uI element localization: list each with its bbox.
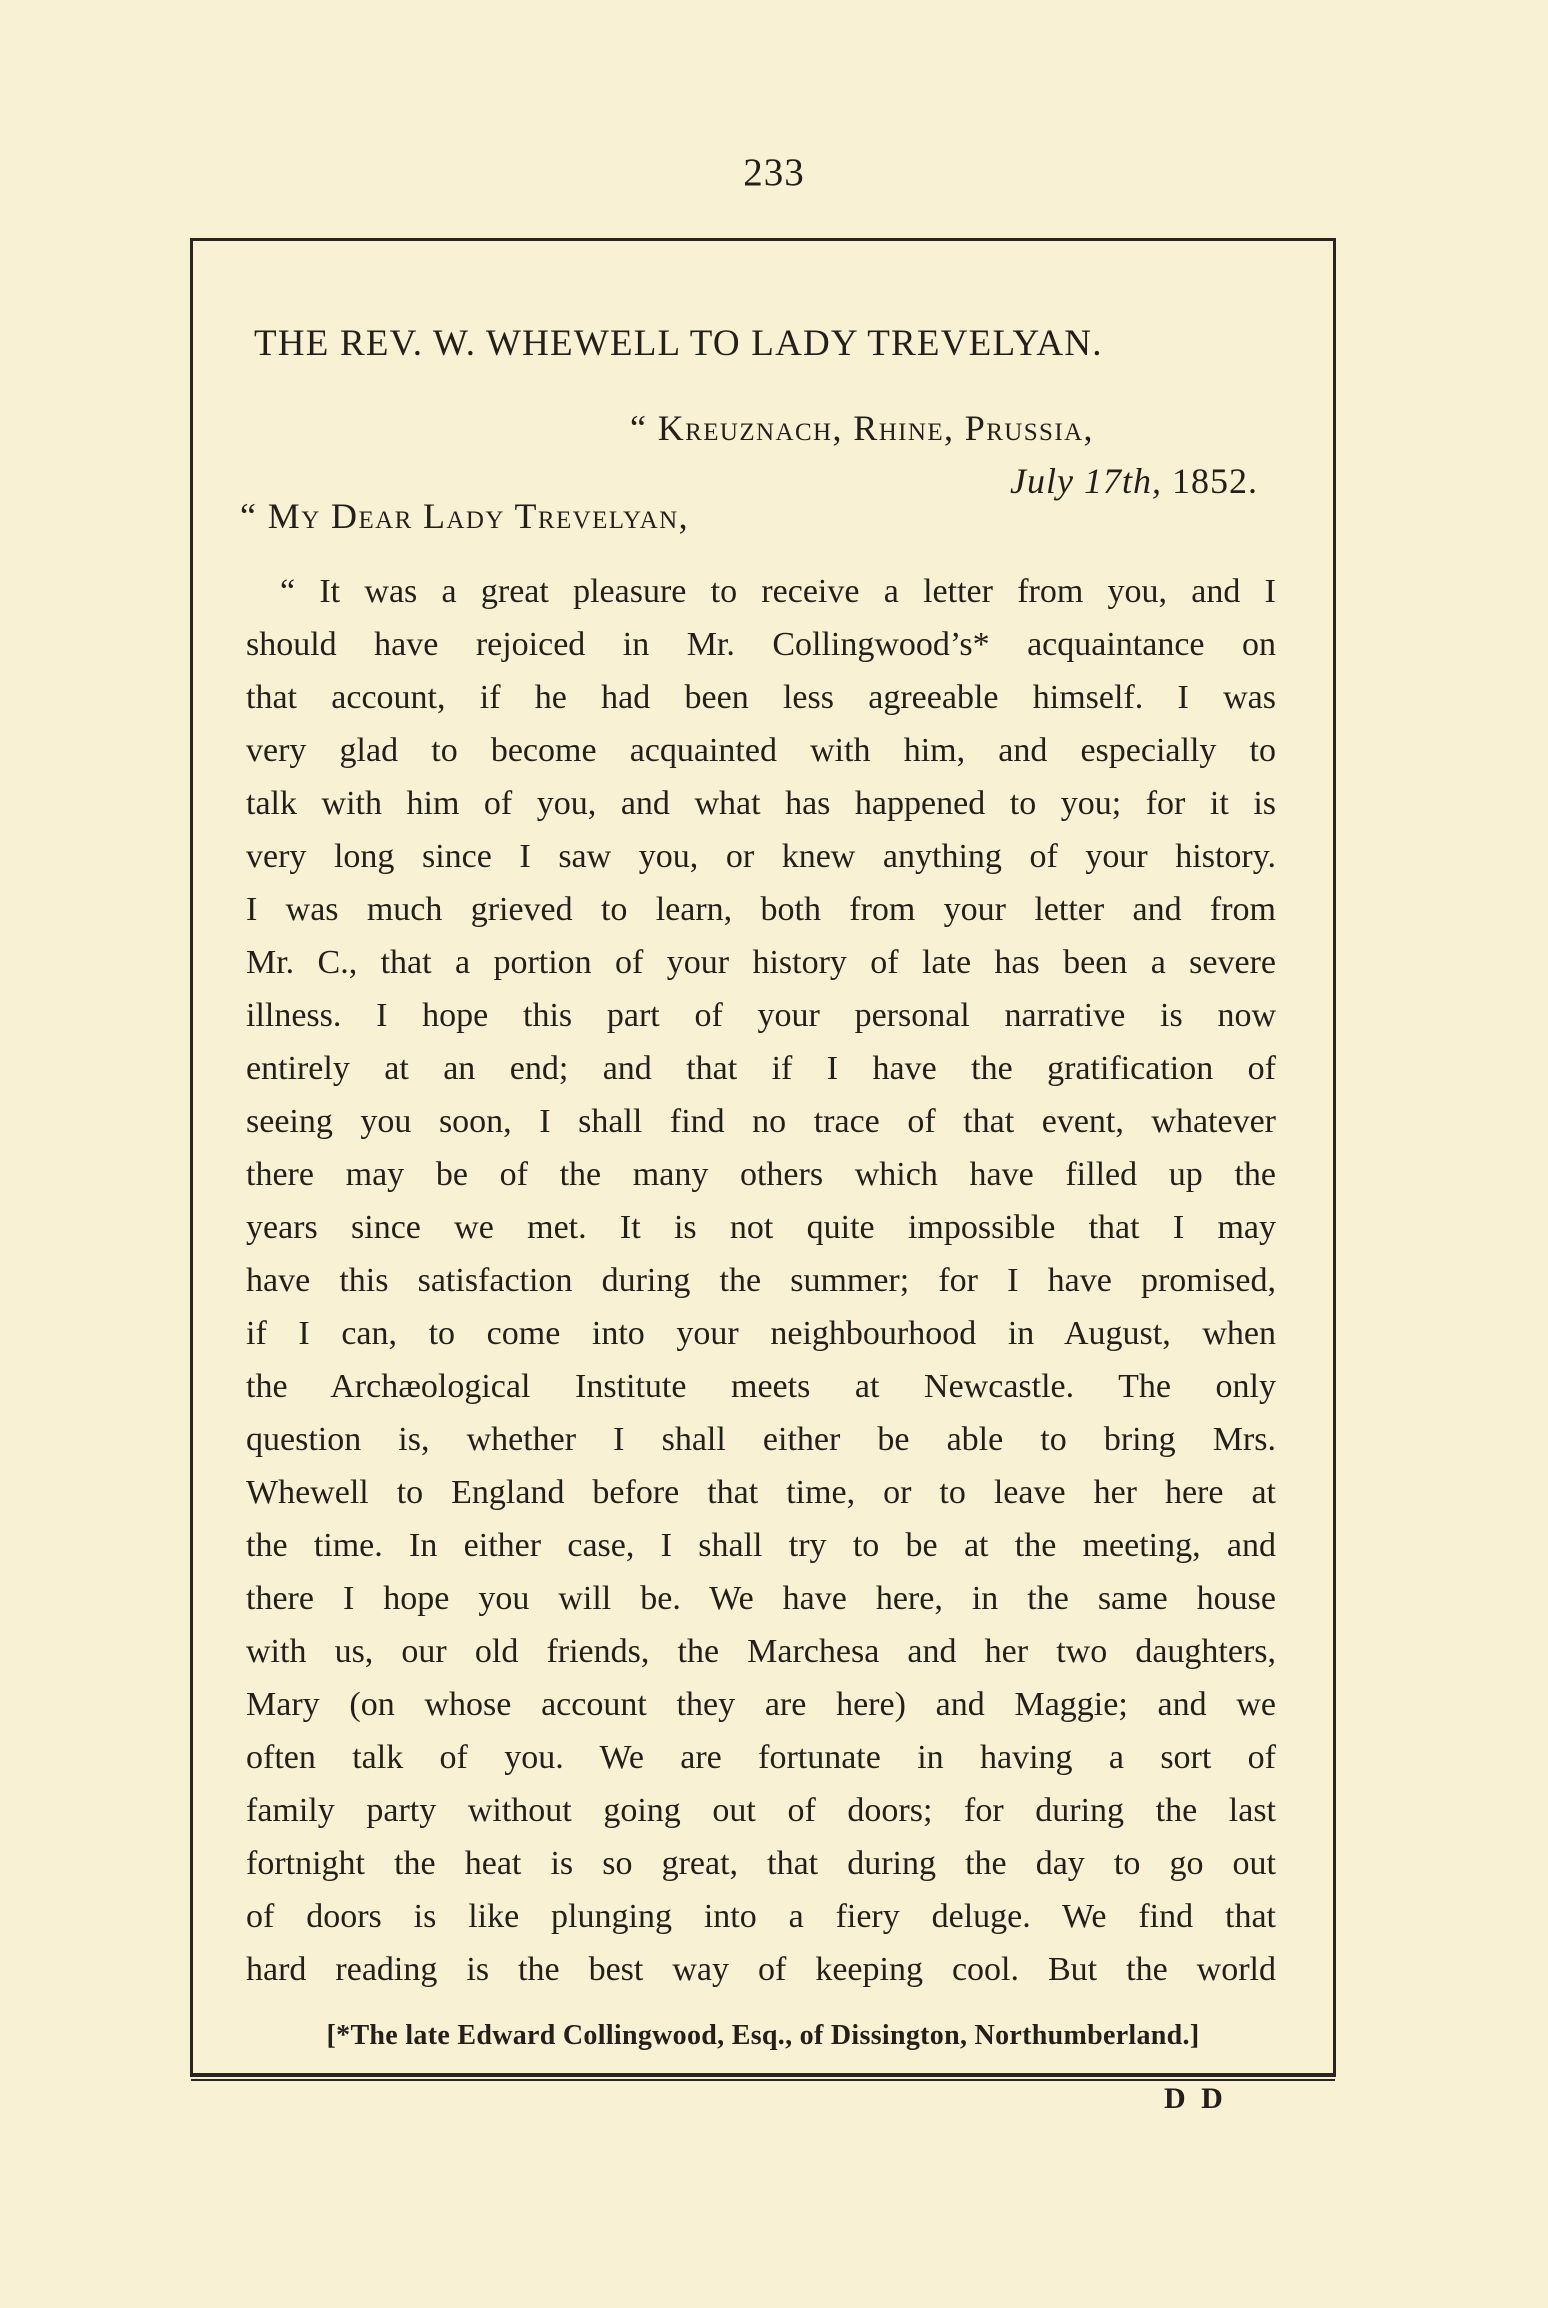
body-line: question is, whether I shall either be able to bring Mrs. xyxy=(246,1421,1276,1458)
body-line: talk with him of you, and what has happened to you; for it is xyxy=(246,785,1276,822)
body-line: should have rejoiced in Mr. Collingwood’s* acquaintance on xyxy=(246,626,1276,663)
body-line: Mary (on whose account they are here) and Maggie; and we xyxy=(246,1686,1276,1723)
body-line: the time. In either case, I shall try to be at the meeting, and xyxy=(246,1527,1276,1564)
letter-place: “ Kreuznach, Rhine, Prussia, xyxy=(630,408,1094,448)
body-line: very long since I saw you, or knew anything of your history. xyxy=(246,838,1276,875)
body-line: family party without going out of doors; for during the last xyxy=(246,1792,1276,1829)
page-number: 233 xyxy=(743,151,805,194)
body-line: illness. I hope this part of your personal narrative is now xyxy=(246,997,1276,1034)
letter-title: THE REV. W. WHEWELL TO LADY TREVELYAN. xyxy=(254,323,1103,364)
body-line: I was much grieved to learn, both from your letter and from xyxy=(246,891,1276,928)
body-line: the Archæological Institute meets at Newcastle. The only xyxy=(246,1368,1276,1405)
body-line: Whewell to England before that time, or to leave her here at xyxy=(246,1474,1276,1511)
letter-date-year: 1852. xyxy=(1162,461,1258,501)
body-line: very glad to become acquainted with him, and especially to xyxy=(246,732,1276,769)
body-line: Mr. C., that a portion of your history of late has been a severe xyxy=(246,944,1276,981)
body-line: fortnight the heat is so great, that during the day to go out xyxy=(246,1845,1276,1882)
body-line: with us, our old friends, the Marchesa and her two daughters, xyxy=(246,1633,1276,1670)
body-line: have this satisfaction during the summer; for I have promised, xyxy=(246,1262,1276,1299)
body-line: seeing you soon, I shall find no trace of that event, whatever xyxy=(246,1103,1276,1140)
letter-date xyxy=(780,460,1258,502)
body-line: that account, if he had been less agreeable himself. I was xyxy=(246,679,1276,716)
body-line: “ It was a great pleasure to receive a letter from you, and I xyxy=(280,573,1276,610)
letter-body xyxy=(246,565,1276,1996)
body-line: entirely at an end; and that if I have the gratification of xyxy=(246,1050,1276,1087)
body-line: of doors is like plunging into a fiery deluge. We find that xyxy=(246,1898,1276,1935)
letter-salutation: “ My Dear Lady Trevelyan, xyxy=(240,496,689,536)
body-line: years since we met. It is not quite impossible that I may xyxy=(246,1209,1276,1246)
body-line: there I hope you will be. We have here, in the same house xyxy=(246,1580,1276,1617)
body-line: often talk of you. We are fortunate in having a sort of xyxy=(246,1739,1276,1776)
signature-mark: D D xyxy=(1164,2082,1227,2115)
letter-date-month-day: July 17th, xyxy=(1010,461,1162,501)
footnote: [*The late Edward Collingwood, Esq., of Dissington, Northumberland.] xyxy=(326,2020,1200,2051)
body-line: if I can, to come into your neighbourhood in August, when xyxy=(246,1315,1276,1352)
body-line: hard reading is the best way of keeping cool. But the world xyxy=(246,1951,1276,1988)
body-line: there may be of the many others which have filled up the xyxy=(246,1156,1276,1193)
